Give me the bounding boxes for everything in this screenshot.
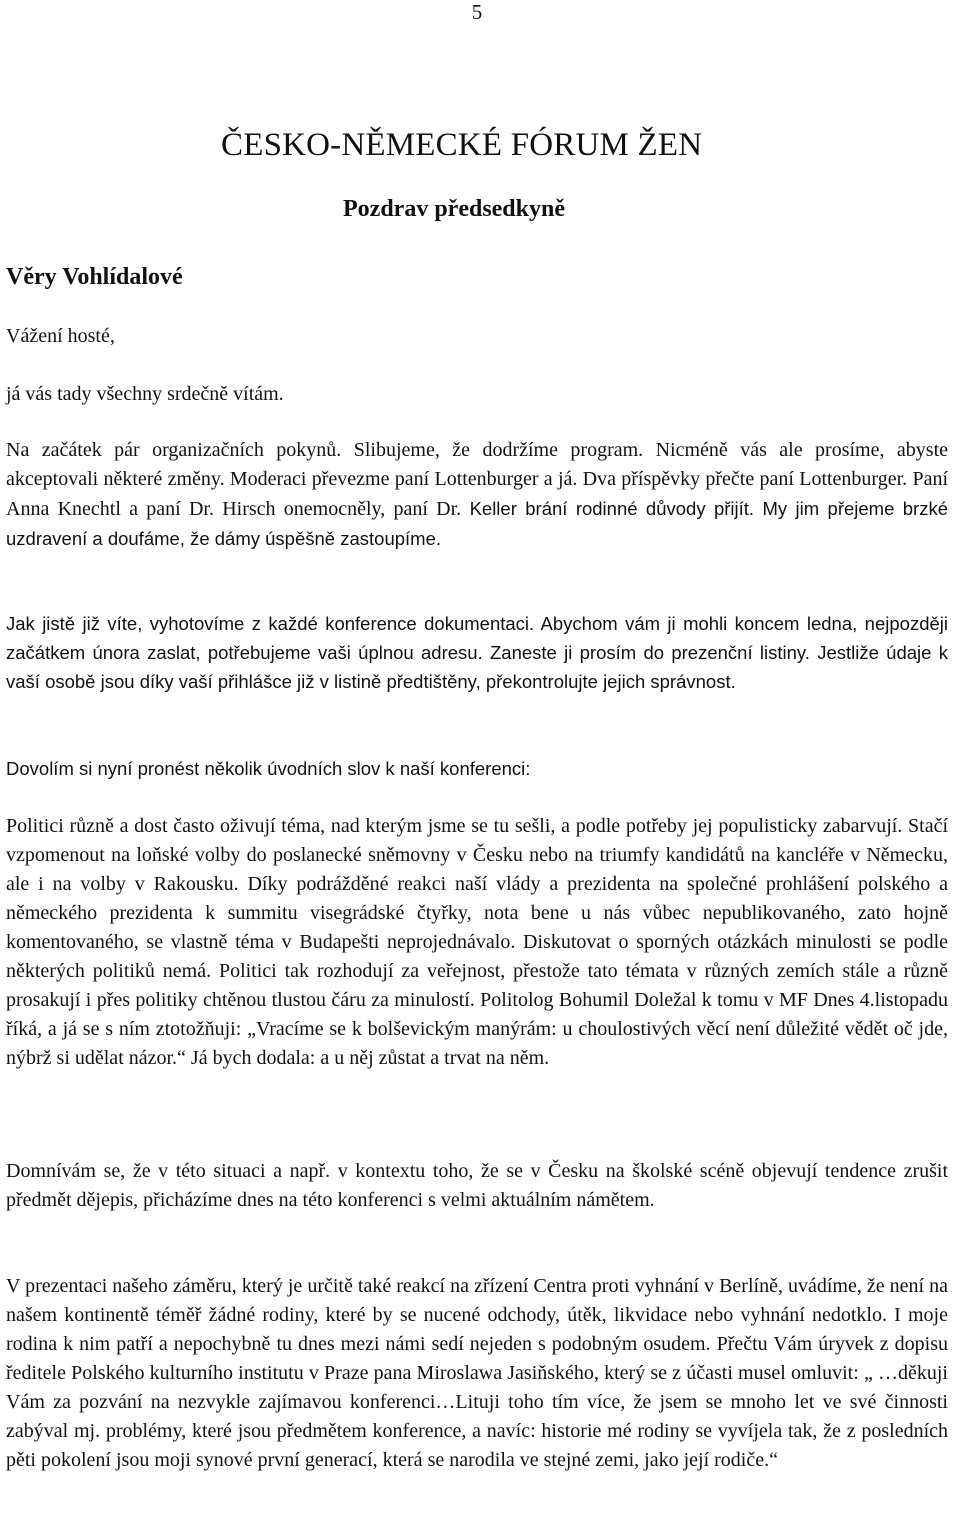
paragraph-context: Domnívám se, že v této situaci a např. v kontextu toho, že se v Česku na školské scéně objevují tendence zrušit předmět dějepis, přicházíme dnes na této konferenci s velmi aktuálním námětem. — [6, 1160, 948, 1211]
paragraph-documentation: Jak jistě již víte, vyhotovíme z každé konference dokumentaci. Abychom vám ji mohli koncem ledna, nejpozději začátkem února zaslat, potřebujeme vaši úplnou adresu. Zaneste ji prosím do prezenční listiny. Jestliže údaje k vaší osobě jsou díky vaší přihlášce již v listině předtištěny, překontrolujte jejich správnost. — [6, 613, 948, 692]
paragraph-introduction: Dovolím si nyní pronést několik úvodních slov k naší konferenci: — [6, 758, 531, 779]
paragraph-organizational-part2: Keller brání rodinné důvody přijít. My jim přejeme brzké uzdravení a doufáme, že dámy úspěšně zastoupíme. — [6, 498, 948, 549]
paragraph-politics: Politici různě a dost často oživují téma, nad kterým jsme se tu sešli, a podle potřeby jej populisticky zabarvují. Stačí vzpomenout na loňské volby do poslanecké sněmovny v Česku nebo na triumfy kandidátů na kancléře v Německu, ale i na volby v Rakousku. Díky podrážděné reakci naší vlády a prezidenta na společné prohlášení polského a německého prezidenta k summitu visegrádské čtyřky, nota bene u nás vůbec nepublikovaného, zato hojně komentovaného, se vlastně téma v Budapešti neprojednávalo. Diskutovat o sporných otázkách minulosti se podle některých politiků nemá. Politici tak rozhodují za veřejnost, přestože tato témata v různých zemích stále a různě prosakují i přes politiky chtěnou tlustou čáru za minulostí. Politolog Bohumil Doležal k tomu v MF Dnes 4.listopadu říká, a já se s ním ztotožňuji: „Vracíme se k bolševickým manýrám: u choulostivých věcí není důležité vědět oč jde, nýbrž si udělat názor.“ Já bych dodala: a u něj zůstat a trvat na něm. — [6, 815, 948, 1069]
document-subtitle: Pozdrav předsedkyně — [343, 196, 565, 222]
greeting-salutation: Vážení hosté, — [6, 325, 115, 347]
page-number: 5 — [471, 0, 483, 24]
paragraph-organizational — [6, 436, 948, 554]
paragraph-organizational-part1: Na začátek pár organizačních pokynů. Slibujeme, že dodržíme program. Nicméně vás ale prosíme, abyste akceptovali některé změny. Moderaci převezme paní Lottenburger a já. Dva příspěvky přečte paní Lottenburger. Paní Anna Knechtl a paní Dr. Hirsch onemocněly, paní Dr. — [6, 439, 948, 520]
greeting-welcome: já vás tady všechny srdečně vítám. — [6, 383, 284, 405]
document-subtitle-name: Věry Vohlídalové — [6, 264, 183, 290]
paragraph-presentation: V prezentaci našeho záměru, který je určitě také reakcí na zřízení Centra proti vyhnání v Berlíně, uvádíme, že není na našem kontinentě téměř žádné rodiny, které by se nucené odchody, útěk, likvidace nebo vyhnání nedotklo. I moje rodina k nim patří a nepochybně tu dnes mezi námi sedí nejeden s podobným osudem. Přečtu Vám úryvek z dopisu ředitele Polského kulturního institutu v Praze pana Miroslawa Jasiňského, který se z účasti musel omluvit: „ …děkuji Vám za pozvání na nezvykle zajímavou konferenci…Lituji toho tím více, že jsem se mnoho let ve své činnosti zabýval mj. problémy, které jsou předmětem konference, a navíc: historie mé rodiny se vyvíjela tak, že z posledních pěti pokolení jsou moji synové první generací, která se narodila ve stejné zemi, jako její rodiče.“ — [6, 1275, 948, 1471]
document-title: ČESKO-NĚMECKÉ FÓRUM ŽEN — [221, 127, 703, 163]
